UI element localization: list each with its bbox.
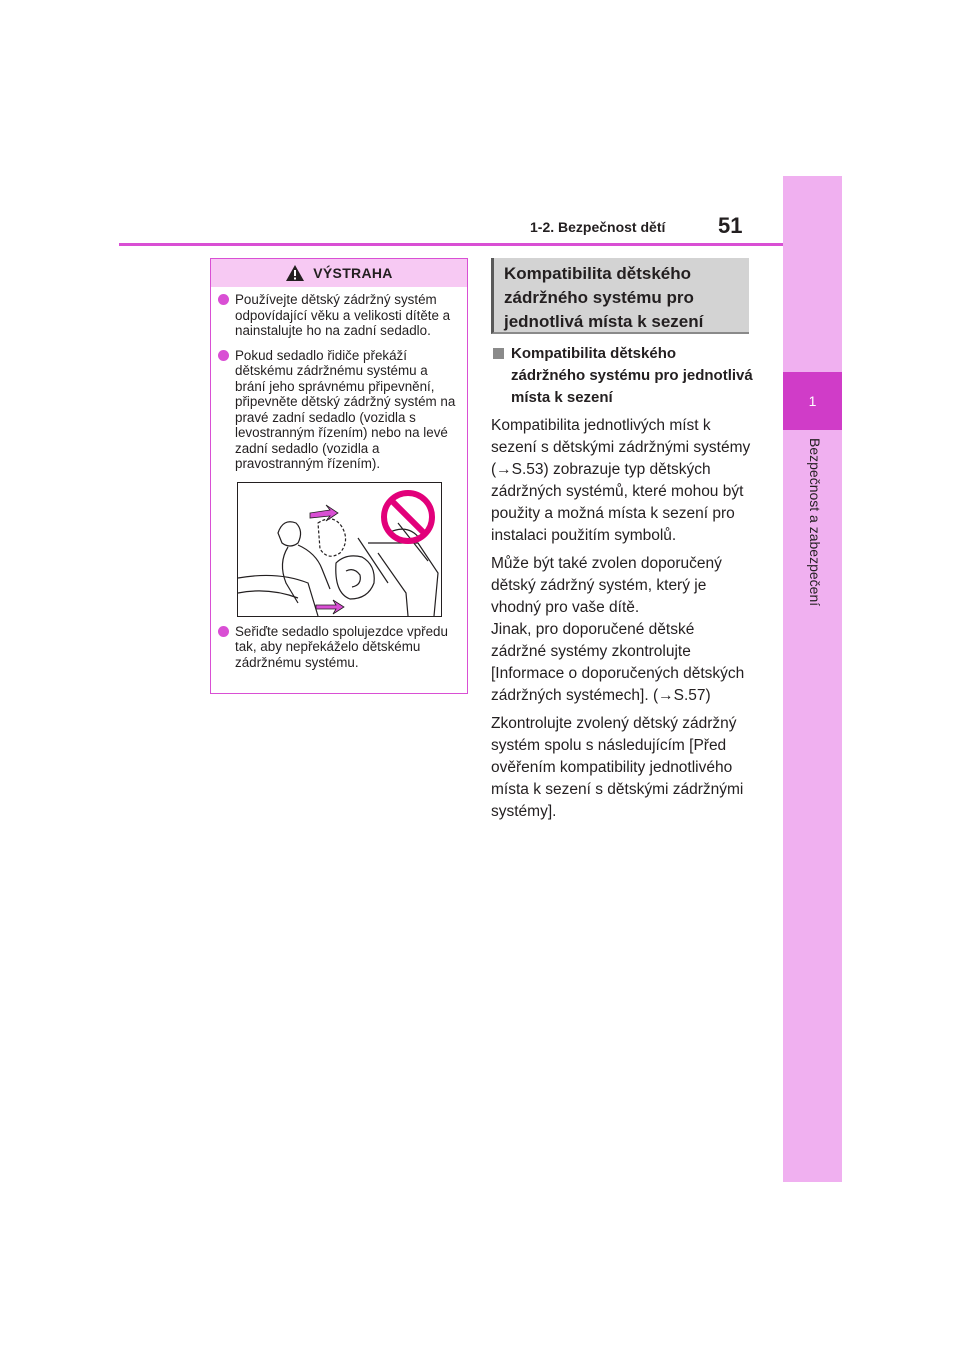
square-bullet-icon [493,348,504,359]
warning-item: Pokud sedadlo řidiče překáží dětskému zádržnému systému a brání jeho správnému připevnění, připevněte dětský zádržný systém na pravé zadní sedadlo (vozidla s levostranným řízením) nebo na levé zadní sedadlo (vozidla a pravostranným řízením). [217,348,459,472]
warning-item: Seřiďte sedadlo spolujezdce vpředu tak, aby nepřekáželo dětskému zádržnému systému. [217,624,459,671]
bullet-dot-icon [218,350,229,361]
warning-title: VÝSTRAHA [313,265,393,281]
chapter-side-tab [783,176,842,1182]
section-heading-box: Kompatibilita dětského zádržného systému pro jednotlivá místa k sezení [491,258,749,334]
page-number: 51 [718,213,743,238]
warning-item: Používejte dětský zádržný systém odpovídající věku a velikosti dítěte a nainstalujte ho na zadní sedadlo. [217,292,459,339]
paragraph: Zkontrolujte zvolený dětský zádržný systém spolu s následujícím [Před ověřením kompatibility jednotlivého místa k sezení s dětskými zádržnými systémy]. [491,715,744,820]
warning-header [211,259,467,287]
warning-triangle-icon [285,264,305,282]
bullet-dot-icon [218,626,229,637]
bullet-dot-icon [218,294,229,305]
prohibition-icon [384,493,432,541]
section-body [491,343,753,823]
paragraph: Může být také zvolen doporučený dětský zádržný systém, který je vhodný pro vaše dítě. [491,555,722,616]
warning-box [210,258,468,694]
paragraph: Kompatibilita jednotlivých míst k sezení s dětskými zádržnými systémy (→S.53) zobrazuje typ dětských zádržných systémů, které mohou být použity a možná místa k sezení pro instalaci použitím symbolů. [491,417,751,544]
child-seat-illustration [237,482,442,617]
chapter-number[interactable]: 1 [783,372,842,430]
chapter-label: Bezpečnost a zabezpečení [807,438,823,607]
section-title: 1-2. Bezpečnost dětí [530,219,666,235]
subheading: Kompatibilita dětského zádržného systému pro jednotlivá místa k sezení [491,343,753,409]
paragraph: Jinak, pro doporučené dětské zádržné systémy zkontrolujte [Informace o doporučených dětských zádržných systémech]. (→S.57) [491,621,745,704]
header-rule [119,243,783,246]
child-seat-drawing [238,483,441,616]
